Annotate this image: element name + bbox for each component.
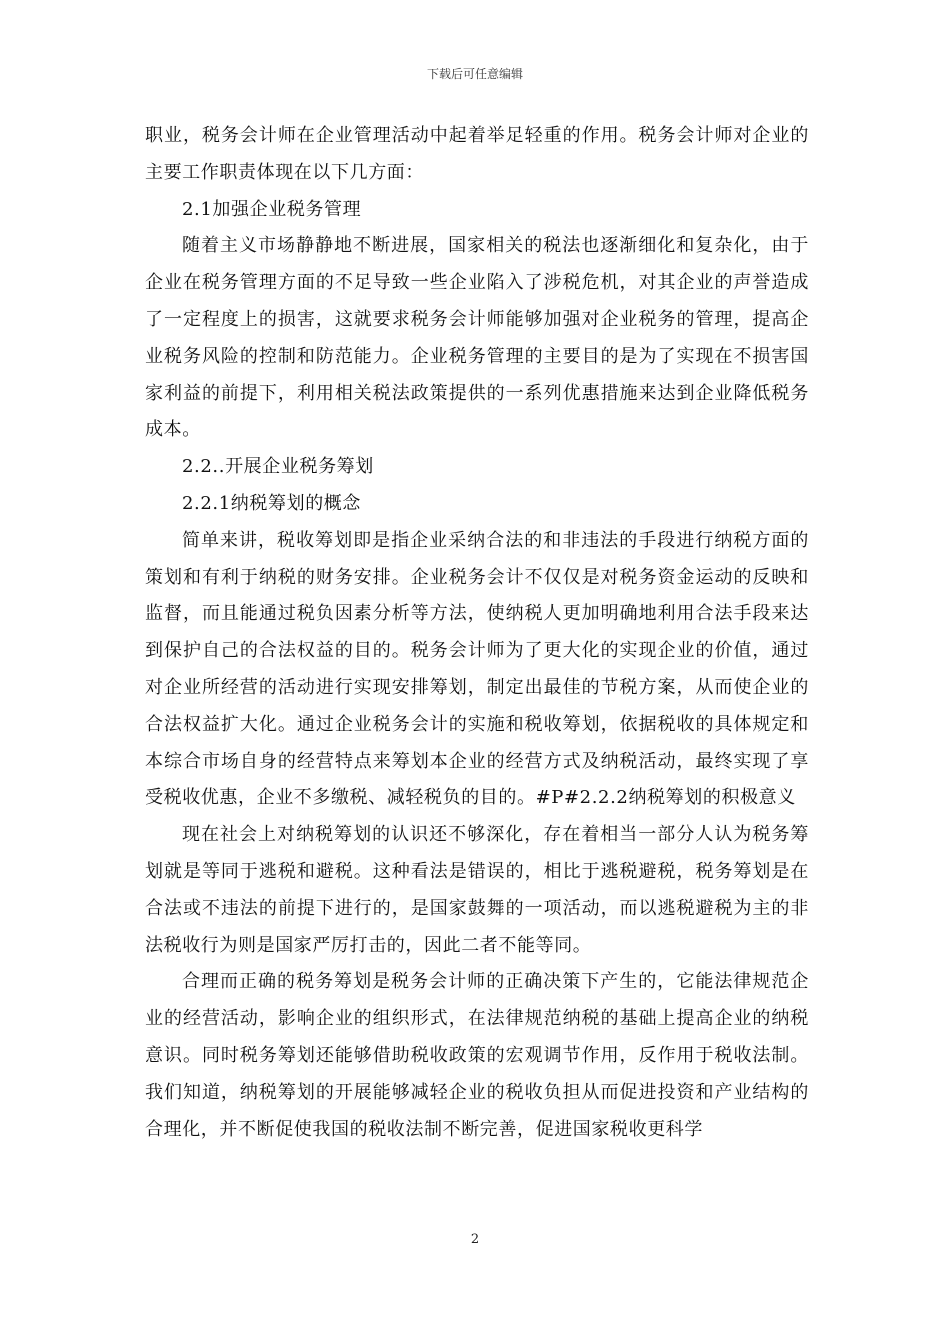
page-header-note: 下载后可任意编辑 [426,67,523,81]
section-heading-2-2-1: 2.2.1纳税筹划的概念 [182,492,361,514]
paragraph-tax-planning-misconception: 现在社会上对纳税筹划的认识还不够深化，存在着相当一部分人认为税务筹划就是等同于逃税和避税。这种看法是错误的，相比于逃税避税，税务筹划是在合法或不违法的前提下进行的，是国家鼓舞的一项活动，而以逃税避税为主的非法税收行为则是国家严厉打击的，因此二者不能等同。 [145,824,809,956]
paragraph-tax-management: 随着主义市场静静地不断进展，国家相关的税法也逐渐细化和复杂化，由于企业在税务管理方面的不足导致一些企业陷入了涉税危机，对其企业的声誉造成了一定程度上的损害，这就要求税务会计师能够加强对企业税务的管理，提高企业税务风险的控制和防范能力。企业税务管理的主要目的是为了实现在不损害国家利益的前提下，利用相关税法政策提供的一系列优惠措施来达到企业降低税务成本。 [145,235,809,441]
paragraph-tax-planning-concept: 简单来讲，税收筹划即是指企业采纳合法的和非违法的手段进行纳税方面的策划和有利于纳税的财务安排。企业税务会计不仅仅是对税务资金运动的反映和监督，而且能通过税负因素分析等方法，使纳税人更加明确地利用合法手段来达到保护自己的合法权益的目的。税务会计师为了更大化的实现企业的价值，通过对企业所经营的活动进行实现安排筹划，制定出最佳的节税方案，从而使企业的合法权益扩大化。通过企业税务会计的实施和税收筹划，依据税收的具体规定和本综合市场自身的经营特点来筹划本企业的经营方式及纳税活动，最终实现了享受税收优惠，企业不多缴税、减轻税负的目的。#P#2.2.2纳税筹划的积极意义 [145,529,809,809]
section-heading-2-1: 2.1加强企业税务管理 [182,198,362,220]
page-number: 2 [470,1232,480,1247]
paragraph-intro-continuation: 职业，税务会计师在企业管理活动中起着举足轻重的作用。税务会计师对企业的主要工作职责体现在以下几方面： [145,125,809,183]
document-body [145,118,809,1148]
paragraph-tax-planning-significance: 合理而正确的税务筹划是税务会计师的正确决策下产生的，它能法律规范企业的经营活动，影响企业的组织形式，在法律规范纳税的基础上提高企业的纳税意识。同时税务筹划还能够借助税收政策的宏观调节作用，反作用于税收法制。我们知道，纳税筹划的开展能够减轻企业的税收负担从而促进投资和产业结构的合理化，并不断促使我国的税收法制不断完善，促进国家税收更科学 [145,971,809,1140]
section-heading-2-2: 2.2..开展企业税务筹划 [182,456,374,478]
